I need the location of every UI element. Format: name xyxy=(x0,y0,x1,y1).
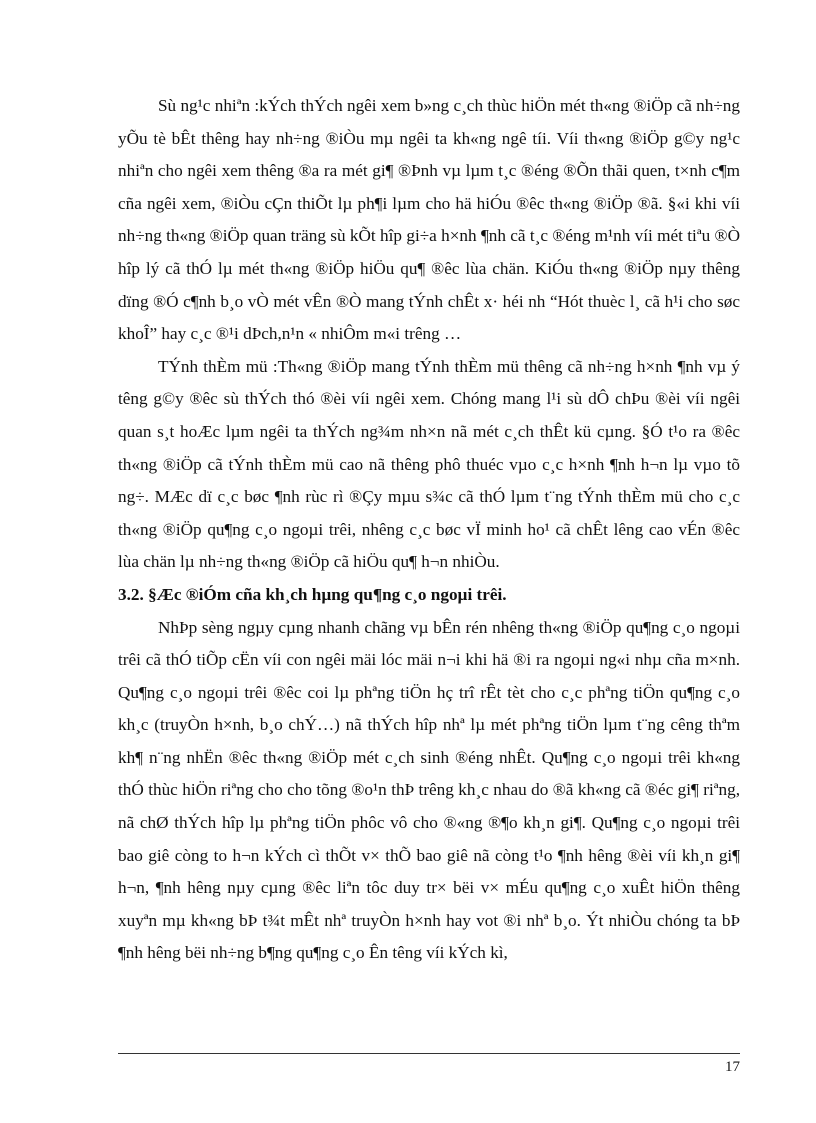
paragraph-outdoor-audience: NhÞp sèng ngµy cµng nhanh chãng vµ bÊn rén nhêng th«ng ®iÖp qu¶ng c¸o ngoµi trêi cã thÓ tiÕp cËn víi con ngêi mäi lóc mäi n¬i khi hä ®i ra ngoµi ng«i nhµ cña m×nh. Qu¶ng c¸o ngoµi trêi ®êc coi lµ phªng tiÖn hç trî rÊt tèt cho c¸c phªng tiÖn qu¶ng c¸o kh¸c (truyÒn h×nh, b¸o chÝ…) nã thÝch hîp nhª lµ mét phªng tiÖn lµm t¨ng cêng thªm kh¶ n¨ng nhËn ®êc th«ng ®iÖp mét c¸ch sinh ®éng nhÊt. Qu¶ng c¸o ngoµi trêi kh«ng thÓ thùc hiÖn riªng cho cho tõng ®o¹n thÞ trêng kh¸c nhau do ®ã kh«ng cã ®éc gi¶ riªng, nã chØ thÝch hîp lµ phªng tiÖn phôc vô cho ®«ng ®¶o kh¸n gi¶. Qu¶ng c¸o ngoµi trêi bao giê còng to h¬n kÝch cì thÕt v× thÕ bao giê nã còng t¹o ¶nh hêng ®èi víi kh¸n gi¶ h¬n, ¶nh hêng nµy cµng ®êc liªn tôc duy tr× bëi v× mÉu qu¶ng c¸o xuÊt hiÖn thêng xuyªn mµ kh«ng bÞ t¾t mÊt nhª truyÒn h×nh hay vot ®i nhª b¸o. Ýt nhiÒu chóng ta bÞ ¶nh hêng bëi nh÷ng b¶ng qu¶ng c¸o Ên têng víi kÝch kì, xyxy=(118,617,740,963)
footer-divider xyxy=(118,1053,740,1054)
page-body xyxy=(118,90,740,970)
paragraph-surprise: Sù ng¹c nhiªn :kÝch thÝch ngêi xem b»ng c¸ch thùc hiÖn mét th«ng ®iÖp cã nh÷ng yÕu tè bÊt thêng hay nh÷ng ®iÒu mµ ngêi ta kh«ng ngê tíi. Víi th«ng ®iÖp g©y ng¹c nhiªn cho ngêi xem thêng ®a ra mét gi¶ ®Þnh vµ lµm t¸c ®éng ®Õn thãi quen, t×nh c¶m cña ngêi xem, ®iÒu cÇn thiÕt lµ ph¶i lµm cho hä hiÓu ®êc th«ng ®iÖp ®ã. §«i khi víi nh÷ng th«ng ®iÖp quan träng sù kÕt hîp gi÷a h×nh ¶nh cã t¸c ®éng m¹nh víi mét tiªu ®Ò hîp lý cã thÓ lµ mét th«ng ®iÖp hiÖu qu¶ ®êc lùa chän. KiÓu th«ng ®iÖp nµy thêng dïng ®Ó c¶nh b¸o vÒ mét vÊn ®Ò mang tÝnh chÊt x· héi nh “Hót thuèc l¸ cã h¹i cho søc khoÎ” hay c¸c ®¹i dÞch,n¹n « nhiÔm m«i trêng … xyxy=(118,96,740,344)
section-heading: 3.2. §Æc ®iÓm cña kh¸ch hµng qu¶ng c¸o ngoµi trêi. xyxy=(118,584,507,604)
page-number: 17 xyxy=(725,1059,740,1075)
paragraph-aesthetics: TÝnh thÈm mü :Th«ng ®iÖp mang tÝnh thÈm mü thêng cã nh÷ng h×nh ¶nh vµ ý têng g©y ®êc sù thÝch thó ®èi víi ngêi xem. Chóng mang l¹i sù dÔ chÞu ®èi víi ngêi quan s¸t hoÆc lµm ngêi ta thÝch ng¾m nh×n nã mét c¸ch thÊt kü cµng. §Ó t¹o ra ®êc th«ng ®iÖp cã tÝnh thÈm mü cao nã thêng phô thuéc vµo c¸c h×nh ¶nh h¬n lµ vµo tõ ng÷. MÆc dï c¸c bøc ¶nh rùc rì ®Çy mµu s¾c cã thÓ lµm t¨ng tÝnh thÈm mü cho c¸c th«ng ®iÖp qu¶ng c¸o ngoµi trêi, nhêng c¸c bøc vÏ minh ho¹ cã chÊt lêng cao vÉn ®êc lùa chän lµ nh÷ng th«ng ®iÖp cã hiÖu qu¶ h¬n nhiÒu. xyxy=(118,356,740,572)
